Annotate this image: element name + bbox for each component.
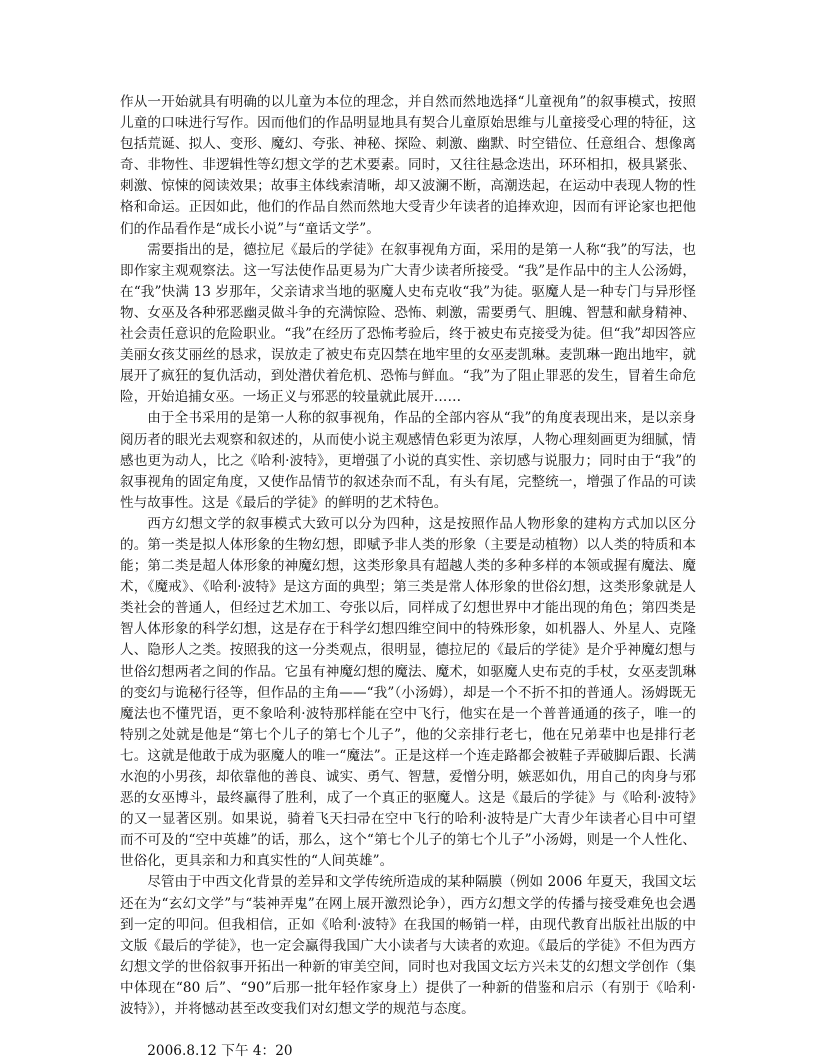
date-signoff: 2006.8.12 下午 4：20 [147,1043,293,1060]
paragraph-first-person: 由于全书采用的是第一人称的叙事视角，作品的全部内容从“我”的角度表现出来，是以亲身阅历者的眼光去观察和叙述的，从而使小说主观感情色彩更为浓厚，人物心理刻画更为细腻，情感也更为动人，比之《哈利·波特》，更增强了小说的真实性、亲切感与说服力；同时由于“我”的叙事视角的固定角度，又使作品情节的叙述杂而不乱，有头有尾，完整统一，增强了作品的可读性与故事性。这是《最后的学徒》的鲜明的艺术特色。 [120,410,696,511]
paragraph-narrative-perspective: 需要指出的是，德拉尼《最后的学徒》在叙事视角方面，采用的是第一人称“我”的写法，也即作家主观观察法。这一写法使作品更易为广大青少读者所接受。“我”是作品中的主人公汤姆，在“我”快满 13 岁那年，父亲请求当地的驱魔人史布克收“我”为徒。驱魔人是一种专门与异形怪物、女巫及各种邪恶幽灵做斗争的充满惊险、恐怖、刺激，需要勇气、胆魄、智慧和献身精神、社会责任意识的危险职业。“我”在经历了恐怖考验后，终于被史布克接受为徒。但“我”却因答应美丽女孩艾丽丝的恳求，误放走了被史布克囚禁在地牢里的女巫麦凯琳。麦凯琳一跑出地牢，就展开了疯狂的复仇活动，到处潜伏着危机、恐怖与鲜血。“我”为了阻止罪恶的发生，冒着生命危险，开始追捕女巫。一场正义与邪恶的较量就此展开…… [120,241,696,406]
paragraph-continuation: 作从一开始就具有明确的以儿童为本位的理念，并自然而然地选择“儿童视角”的叙事模式，按照儿童的口味进行写作。因而他们的作品明显地具有契合儿童原始思维与儿童接受心理的特征，这包括荒诞、拟人、变形、魔幻、夸张、神秘、探险、刺激、幽默、时空错位、任意组合、想像离奇、非物性、非逻辑性等幻想文学的艺术要素。同时，又往往悬念迭出，环环相扣，极具紧张、刺激、惊悚的阅读效果；故事主体线索清晰，却又波澜不断，高潮迭起，在运动中表现人物的性格和命运。正因如此，他们的作品自然而然地大受青少年读者的追捧欢迎，因而有评论家也把他们的作品看作是“成长小说”与“童话文学”。 [120,94,696,237]
paragraph-fantasy-types: 西方幻想文学的叙事模式大致可以分为四种，这是按照作品人物形象的建构方式加以区分的。第一类是拟人体形象的生物幻想，即赋予非人类的形象（主要是动植物）以人类的特质和本能；第二类是超人体形象的神魔幻想，这类形象具有超越人类的多种多样的本领或握有魔法、魔术，《魔戒》、《哈利·波特》是这方面的典型；第三类是常人体形象的世俗幻想，这类形象就是人类社会的普通人，但经过艺术加工、夸张以后，同样成了幻想世界中才能出现的角色；第四类是智人体形象的科学幻想，这是存在于科学幻想四维空间中的特殊形象，如机器人、外星人、克隆人、隐形人之类。按照我的这一分类观点，很明显，德拉尼的《最后的学徒》是介乎神魔幻想与世俗幻想两者之间的作品。它虽有神魔幻想的魔法、魔术，如驱魔人史布克的手杖，女巫麦凯琳的变幻与诡秘行径等，但作品的主角——“我”（小汤姆），却是一个不折不扣的普通人。汤姆既无魔法也不懂咒语，更不象哈利·波特那样能在空中飞行，他实在是一个普普通通的孩子，唯一的特别之处就是他是“第七个儿子的第七个儿子”，他的父亲排行老七，他在兄弟辈中也是排行老七。这就是他敢于成为驱魔人的唯一“魔法”。正是这样一个连走路都会被鞋子弄破脚后跟、长满水泡的小男孩，却依靠他的善良、诚实、勇气、智慧，爱憎分明，嫉恶如仇，用自己的肉身与邪恶的女巫博斗，最终赢得了胜利，成了一个真正的驱魔人。这是《最后的学徒》与《哈利·波特》的又一显著区别。如果说，骑着飞天扫帚在空中飞行的哈利·波特是广大青少年读者心目中可望而不可及的“空中英雄”的话，那么，这个“第七个儿子的第七个儿子”小汤姆，则是一个人性化、世俗化，更具亲和力和真实性的“人间英雄”。 [120,515,696,870]
document-page [120,92,696,1062]
paragraph-conclusion: 尽管由于中西文化背景的差异和文学传统所造成的某种隔膜（例如 2006 年夏天，我国文坛还在为“玄幻文学”与“装神弄鬼”在网上展开激烈论争），西方幻想文学的传播与接受难免也会遇到一定的叩问。但我相信，正如《哈利·波特》在我国的畅销一样，由现代教育出版社出版的中文版《最后的学徒》，也一定会赢得我国广大小读者与大读者的欢迎。《最后的学徒》不但为西方幻想文学的世俗叙事开拓出一种新的审美空间，同时也对我国文坛方兴未艾的幻想文学创作（集中体现在“80 后”、“90”后那一批年轻作家身上）提供了一种新的借鉴和启示（有别于《哈利·波特》），并将憾动甚至改变我们对幻想文学的规范与态度。 [120,874,696,1018]
